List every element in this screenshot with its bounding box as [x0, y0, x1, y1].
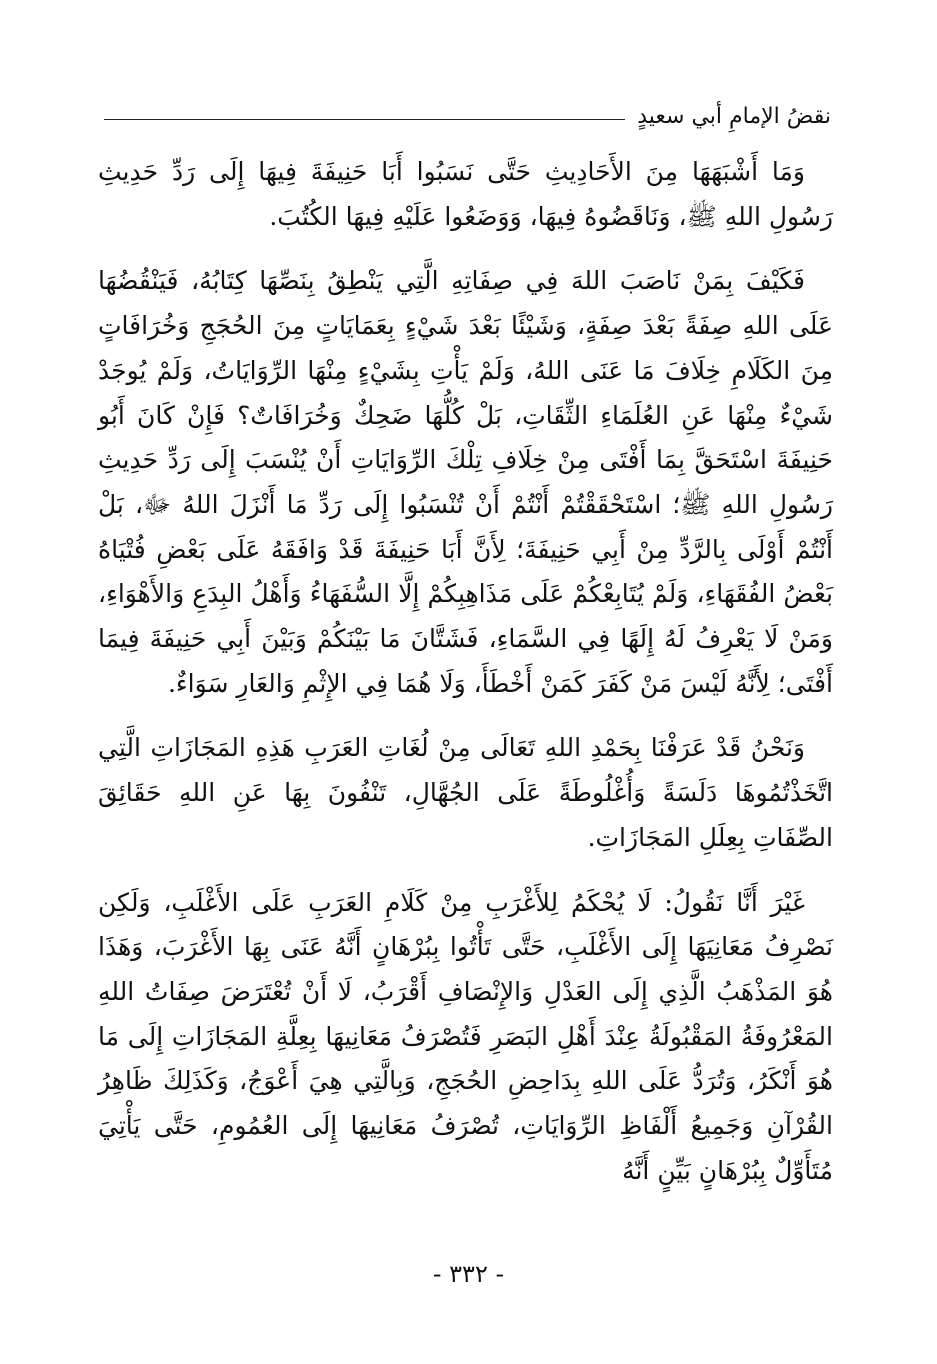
paragraph: وَمَا أَشْبَهَهَا مِنَ الأَحَادِيثِ حَتَّى نَسَبُوا أَبَا حَنِيفَةَ فِيهَا إِلَى رَدِّ حَدِيثِ رَسُولِ اللهِ ﷺ، وَنَاقَضُوهُ فِيهَا، وَوَضَعُوا عَلَيْهِ فِيهَا الكُتُبَ. — [98, 157, 833, 231]
paragraph: فَكَيْفَ بِمَنْ نَاصَبَ اللهَ فِي صِفَاتِهِ الَّتِي يَنْطِقُ بِنَصِّهَا كِتَابُهُ، فَيَنْقُضُهَا عَلَى اللهِ صِفَةً بَعْدَ صِفَةٍ، وَشَيْئًا بَعْدَ شَيْءٍ بِعَمَايَاتٍ مِنَ الحُجَجِ وَخُرَافَاتٍ مِنَ الكَلَامِ خِلَافَ مَا عَنَى اللهُ، وَلَمْ يَأْتِ بِشَيْءٍ مِنْهَا الرِّوَايَاتُ، وَلَمْ يُوجَدْ شَيْءٌ مِنْهَا عَنِ العُلَمَاءِ الثِّقَاتِ، بَلْ كُلُّهَا ضَحِكٌ وَخُرَافَاتٌ؟ فَإِنْ كَانَ أَبُو حَنِيفَةَ اسْتَحَقَّ بِمَا أَفْتَى مِنْ خِلَافِ تِلْكَ الرِّوَايَاتِ أَنْ يُنْسَبَ إِلَى رَدِّ حَدِيثِ رَسُولِ اللهِ ﷺ؛ اسْتَحْقَقْتُمْ أَنْتُمْ أَنْ تُنْسَبُوا إِلَى رَدِّ مَا أَنْزَلَ اللهُ ﷻ، بَلْ أَنْتُمْ أَوْلَى بِالرَّدِّ مِنْ أَبِي حَنِيفَةَ؛ لِأَنَّ أَبَا حَنِيفَةَ قَدْ وَافَقَهُ عَلَى بَعْضِ فُتْيَاهُ بَعْضُ الفُقَهَاءِ، وَلَمْ يُتَابِعْكُمْ عَلَى مَذَاهِبِكُمْ إِلَّا السُّفَهَاءُ وَأَهْلُ البِدَعِ وَالأَهْوَاءِ، وَمَنْ لَا يَعْرِفُ لَهُ إِلَهًا فِي السَّمَاءِ، فَشَتَّانَ مَا بَيْنَكُمْ وَبَيْنَ أَبِي حَنِيفَةَ فِيمَا أَفْتَى؛ لِأَنَّهُ لَيْسَ مَنْ كَفَرَ كَمَنْ أَخْطَأَ، وَلَا هُمَا فِي الإِثْمِ وَالعَارِ سَوَاءٌ. — [98, 266, 833, 698]
header-rule — [104, 119, 625, 120]
page-number: - ٣٣٢ - — [432, 1260, 505, 1288]
paragraph: غَيْرَ أَنَّا نَقُولُ: لَا يُحْكَمُ لِلأَغْرَبِ مِنْ كَلَامِ العَرَبِ عَلَى الأَغْلَبِ، وَلَكِن نَصْرِفُ مَعَانِيَهَا إِلَى الأَغْلَبِ، حَتَّى تَأْتُوا بِبُرْهَانٍ أَنَّهُ عَنَى بِهَا الأَغْرَبَ، وَهَذَا هُوَ المَذْهَبُ الَّذِي إِلَى العَدْلِ وَالإِنْصَافِ أَقْرَبُ، لَا أَنْ تُعْتَرَضَ صِفَاتُ اللهِ المَعْرُوفَةُ المَقْبُولَةُ عِنْدَ أَهْلِ البَصَرِ فَتُصْرَفُ مَعَانِيهَا بِعِلَّةِ المَجَازَاتِ إِلَى مَا هُوَ أَنْكَرُ، وَتُرَدُّ عَلَى اللهِ بِدَاحِضِ الحُجَجِ، وَبِالَّتِي هِيَ أَعْوَجُ، وَكَذَلِكَ ظَاهِرُ القُرْآنِ وَجَمِيعُ أَلْفَاظِ الرِّوَايَاتِ، تُصْرَفُ مَعَانِيهَا إِلَى العُمُومِ، حَتَّى يَأْتِيَ مُتَأَوِّلٌ بِبُرْهَانٍ بَيِّنٍ أَنَّهُ — [98, 887, 833, 1185]
body-text — [98, 150, 833, 1193]
paragraph: وَنَحْنُ قَدْ عَرَفْنَا بِحَمْدِ اللهِ تَعَالَى مِنْ لُغَاتِ العَرَبِ هَذِهِ المَجَازَاتِ الَّتِي اتَّخَذْتُمُوهَا دَلَسَةً وَأُغْلُوطَةً عَلَى الجُهَّالِ، تَنْفُونَ بِهَا عَنِ اللهِ حَقَائِقَ الصِّفَاتِ بِعِلَلِ المَجَازَاتِ. — [98, 733, 833, 852]
running-header — [104, 96, 831, 136]
running-header-title: نقضُ الإمامِ أبي سعيدٍ — [637, 103, 831, 129]
